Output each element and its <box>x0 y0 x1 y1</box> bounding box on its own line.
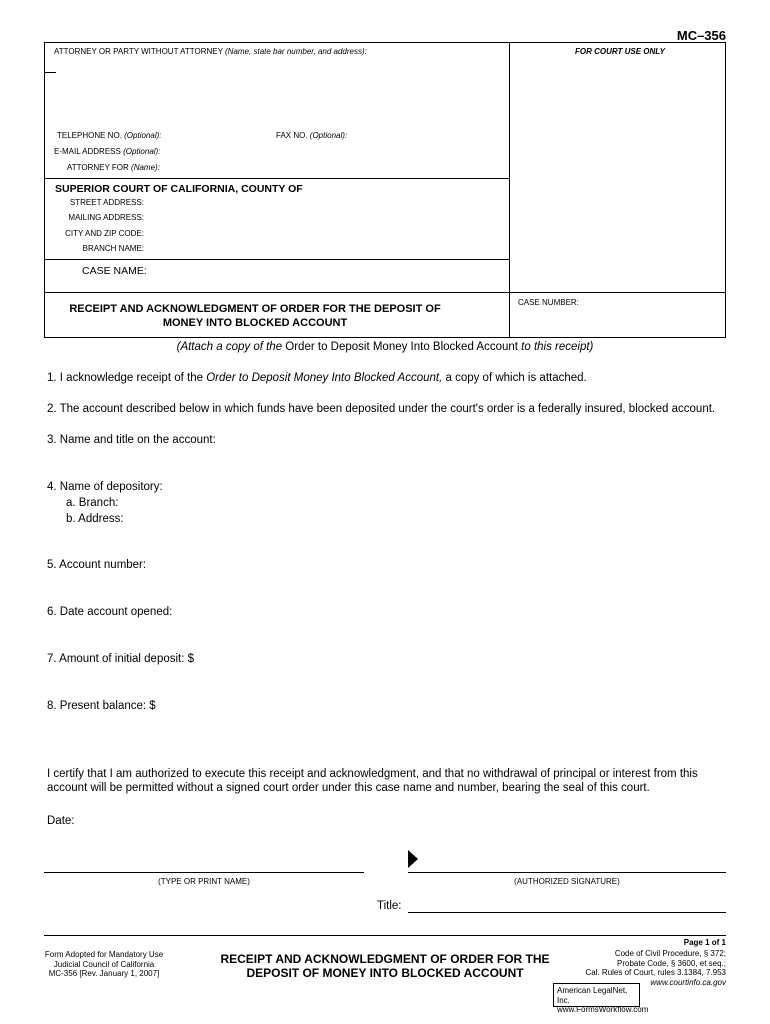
branch-input[interactable] <box>130 495 718 511</box>
item-4-label: 4. Name of depository: <box>47 481 163 493</box>
footer-title-line1: RECEIPT AND ACKNOWLEDGMENT OF ORDER FOR THE <box>220 952 550 966</box>
court-title: SUPERIOR COURT OF CALIFORNIA, COUNTY OF <box>55 183 303 195</box>
email-label: E-MAIL ADDRESS (Optional): <box>54 147 161 156</box>
item-8-label: 8. Present balance: $ <box>47 700 156 712</box>
item-3-label: 3. Name and title on the account: <box>47 434 216 446</box>
case-title-divider <box>44 292 726 293</box>
page-number: Page 1 of 1 <box>683 938 726 947</box>
print-name-line <box>44 872 364 873</box>
footer-adoption-line3: MC-356 [Rev. January 1, 2007] <box>48 969 160 978</box>
footer-adoption <box>44 950 164 979</box>
attorney-for-label: ATTORNEY FOR (Name): <box>67 163 160 172</box>
telephone-label: TELEPHONE NO. (Optional): <box>57 131 162 140</box>
court-case-divider <box>44 259 509 260</box>
attorney-name-address-input[interactable] <box>60 62 500 122</box>
attorney-for-input[interactable] <box>160 160 500 173</box>
title-input[interactable] <box>412 897 724 913</box>
publisher-box <box>553 983 649 1014</box>
item-7-label: 7. Amount of initial deposit: $ <box>47 653 195 665</box>
footer-citation-rules: Cal. Rules of Court, rules 3.1384, 7.953 <box>585 968 726 977</box>
depository-name-input[interactable] <box>168 479 718 495</box>
print-name-label: (TYPE OR PRINT NAME) <box>158 877 250 886</box>
item-4b-label: b. Address: <box>66 513 124 525</box>
account-number-input[interactable] <box>152 557 712 573</box>
signature-arrow-icon <box>408 850 418 868</box>
footer-citation-probate: Probate Code, § 3600, et seq.; <box>617 958 726 968</box>
footer-rule <box>44 935 726 936</box>
certification-line1: I certify that I am authorized to execute this receipt and acknowledgment, and that no withdrawal of principal or interest from this <box>47 768 698 780</box>
account-name-title-input[interactable] <box>220 432 720 448</box>
publisher-website[interactable]: www.FormsWorkflow.com <box>557 1005 649 1014</box>
footer-citations <box>526 949 726 987</box>
item-2: 2. The account described below in which funds have been deposited under the court's order is a federally insured, blocked account. <box>47 403 716 415</box>
signature-area[interactable] <box>420 846 720 870</box>
footer-title-line2: DEPOSIT OF MONEY INTO BLOCKED ACCOUNT <box>246 966 524 980</box>
attorney-field-marker <box>44 72 56 73</box>
fax-input[interactable] <box>346 128 501 141</box>
form-title-line2: MONEY INTO BLOCKED ACCOUNT <box>162 317 348 329</box>
date-label: Date: <box>47 815 75 827</box>
form-title <box>44 302 466 330</box>
case-number-label: CASE NUMBER: <box>518 298 579 307</box>
city-zip-input[interactable] <box>150 226 500 239</box>
signature-label: (AUTHORIZED SIGNATURE) <box>514 877 620 886</box>
item-6-label: 6. Date account opened: <box>47 606 173 618</box>
title-label: Title: <box>377 900 402 912</box>
county-input[interactable] <box>298 181 503 195</box>
street-address-input[interactable] <box>150 195 500 208</box>
item-5-label: 5. Account number: <box>47 559 147 571</box>
present-balance-input[interactable] <box>160 698 716 714</box>
mailing-address-input[interactable] <box>150 210 500 223</box>
title-line <box>408 912 726 913</box>
telephone-input[interactable] <box>160 128 270 141</box>
certification-line2: account will be permitted without a signed court order under this case name and number, bearing the seal of this court. <box>47 782 650 794</box>
item-1: 1. I acknowledge receipt of the Order to Deposit Money Into Blocked Account, a copy of which is attached. <box>47 372 587 384</box>
footer-website-link[interactable]: www.courtinfo.ca.gov <box>650 977 726 987</box>
branch-name-input[interactable] <box>150 241 500 254</box>
branch-name-label: BRANCH NAME: <box>82 244 144 253</box>
publisher-name: American LegalNet, Inc. <box>557 986 628 1005</box>
item-4a-label: a. Branch: <box>66 497 119 509</box>
case-name-label: CASE NAME: <box>82 265 147 277</box>
email-input[interactable] <box>160 144 500 157</box>
attach-note: (Attach a copy of the Order to Deposit Money Into Blocked Account to this receipt) <box>176 341 594 353</box>
case-name-input[interactable] <box>150 263 505 289</box>
date-opened-input[interactable] <box>176 604 716 620</box>
date-input[interactable] <box>80 813 330 829</box>
signature-line <box>408 872 726 873</box>
form-title-line1: RECEIPT AND ACKNOWLEDGMENT OF ORDER FOR THE DEPOSIT OF <box>69 303 441 315</box>
form-number: MC–356 <box>676 28 726 43</box>
footer-adoption-line2: Judicial Council of California <box>53 959 155 969</box>
case-number-input[interactable] <box>518 312 718 332</box>
footer-adoption-line1: Form Adopted for Mandatory Use <box>44 950 164 959</box>
certification-text <box>47 767 698 795</box>
mailing-address-label: MAILING ADDRESS: <box>68 213 144 222</box>
initial-deposit-input[interactable] <box>202 651 716 667</box>
print-name-input[interactable] <box>47 852 362 870</box>
fax-label: FAX NO. (Optional): <box>276 131 348 140</box>
caption-divider <box>509 42 510 338</box>
city-zip-label: CITY AND ZIP CODE: <box>65 229 144 238</box>
court-use-label: FOR COURT USE ONLY <box>575 47 665 56</box>
depository-address-input[interactable] <box>134 511 718 527</box>
footer-citation-ccp: Code of Civil Procedure, § 372; <box>614 949 726 958</box>
street-address-label: STREET ADDRESS: <box>69 198 144 207</box>
attorney-court-divider <box>44 178 509 179</box>
footer-title <box>190 952 580 980</box>
attorney-header: ATTORNEY OR PARTY WITHOUT ATTORNEY (Name, state bar number, and address): <box>54 47 367 56</box>
